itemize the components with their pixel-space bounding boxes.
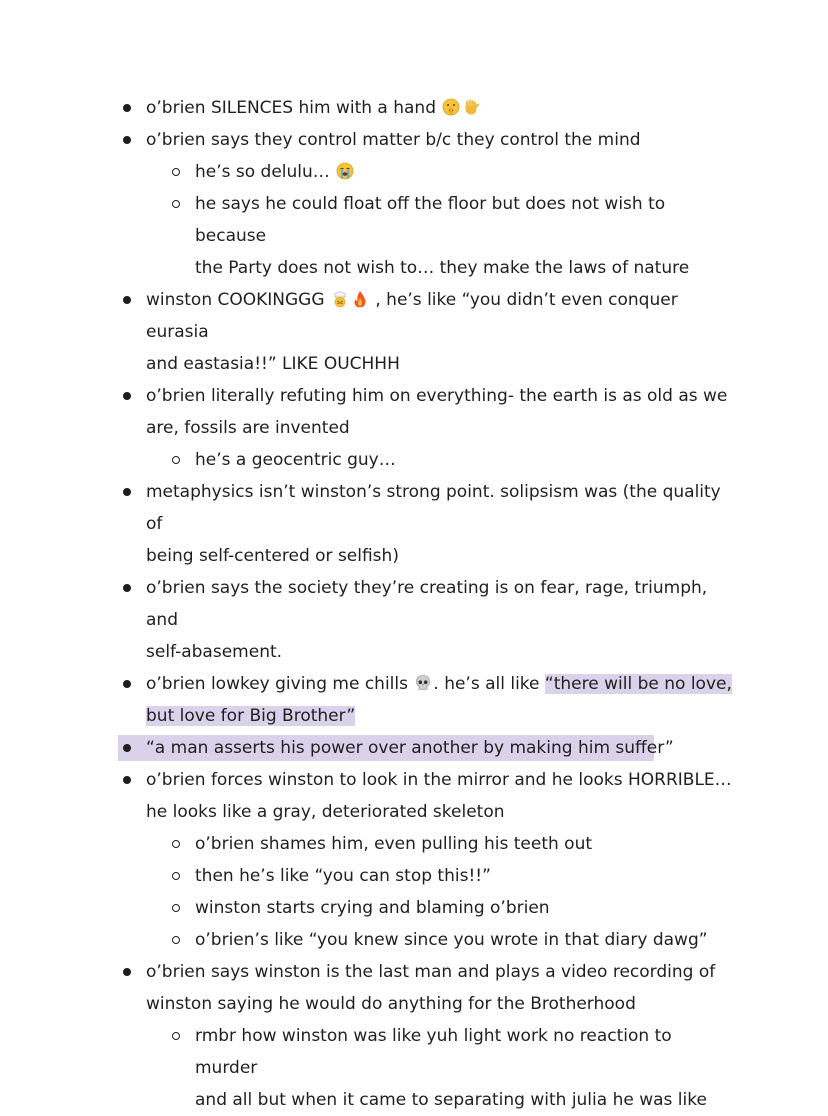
bullet-icon bbox=[123, 776, 131, 784]
bullet-icon bbox=[123, 136, 131, 144]
highlighted-text: “there will be no love, bbox=[544, 674, 732, 694]
list-item-continuation: are, fossils are invented bbox=[146, 418, 350, 438]
bullet-icon bbox=[123, 296, 131, 304]
hollow-bullet-icon bbox=[172, 200, 180, 208]
list-subitem-continuation: the Party does not wish to… they make the laws of nature bbox=[195, 258, 690, 278]
list-item: o’brien says winston is the last man and plays a video recording of bbox=[0, 956, 736, 988]
bullet-icon bbox=[123, 744, 131, 752]
list-item-continuation bbox=[0, 700, 736, 732]
list-subitem-continuation: and all but when it came to separating with julia he was like bbox=[195, 1090, 707, 1110]
list-item: winston COOKINGGG , he’s like “you didn’t even conquer eurasia bbox=[0, 284, 736, 348]
hollow-bullet-icon bbox=[172, 872, 180, 880]
hollow-bullet-icon bbox=[172, 840, 180, 848]
skull-icon bbox=[414, 674, 432, 692]
highlighted-text: but love for Big Brother” bbox=[146, 706, 356, 726]
list-item: o’brien says they control matter b/c they control the mind bbox=[0, 124, 736, 156]
hollow-bullet-icon bbox=[172, 456, 180, 464]
hollow-bullet-icon bbox=[172, 1032, 180, 1040]
list-subitem: then he’s like “you can stop this!!” bbox=[0, 860, 735, 892]
notes-list bbox=[0, 92, 828, 1116]
list-item-continuation: and eastasia!!” LIKE OUCHHH bbox=[146, 354, 400, 374]
shushing-face-icon bbox=[442, 98, 460, 116]
list-item: o’brien SILENCES him with a hand bbox=[0, 92, 736, 124]
list-item: o’brien lowkey giving me chills . he’s all like “there will be no love, bbox=[0, 668, 736, 700]
cook-icon bbox=[331, 290, 349, 308]
list-subitem: winston starts crying and blaming o’brien bbox=[0, 892, 735, 924]
list-item-highlighted: “a man asserts his power over another by making him suffer” bbox=[0, 732, 736, 764]
list-item-continuation: being self-centered or selfish) bbox=[146, 546, 399, 566]
list-subitem: rmbr how winston was like yuh light work no reaction to murder bbox=[0, 1020, 735, 1084]
bullet-icon bbox=[123, 104, 131, 112]
list-subitem: he’s a geocentric guy… bbox=[0, 444, 735, 476]
bullet-icon bbox=[123, 392, 131, 400]
loudly-crying-face-icon bbox=[336, 162, 354, 180]
list-subitem: he’s so delulu… bbox=[0, 156, 735, 188]
list-item-continuation: self-abasement. bbox=[146, 642, 283, 662]
hollow-bullet-icon bbox=[172, 168, 180, 176]
list-item: metaphysics isn’t winston’s strong point. solipsism was (the quality of bbox=[0, 476, 736, 540]
list-item: o’brien says the society they’re creating is on fear, rage, triumph, and bbox=[0, 572, 736, 636]
list-item: o’brien forces winston to look in the mirror and he looks HORRIBLE… bbox=[0, 764, 736, 796]
list-subitem: o’brien’s like “you knew since you wrote in that diary dawg” bbox=[0, 924, 735, 956]
list-item-continuation: winston saying he would do anything for the Brotherhood bbox=[146, 994, 636, 1014]
bullet-icon bbox=[123, 584, 131, 592]
bullet-icon bbox=[123, 680, 131, 688]
bullet-icon bbox=[123, 968, 131, 976]
bullet-icon bbox=[123, 488, 131, 496]
hollow-bullet-icon bbox=[172, 904, 180, 912]
list-subitem: he says he could float off the floor but does not wish to because bbox=[0, 188, 735, 252]
list-item: o’brien literally refuting him on everything- the earth is as old as we bbox=[0, 380, 736, 412]
fire-icon bbox=[351, 290, 369, 308]
hollow-bullet-icon bbox=[172, 936, 180, 944]
list-subitem: o’brien shames him, even pulling his teeth out bbox=[0, 828, 735, 860]
list-item-continuation: he looks like a gray, deteriorated skeleton bbox=[146, 802, 505, 822]
raised-hand-icon bbox=[462, 98, 480, 116]
